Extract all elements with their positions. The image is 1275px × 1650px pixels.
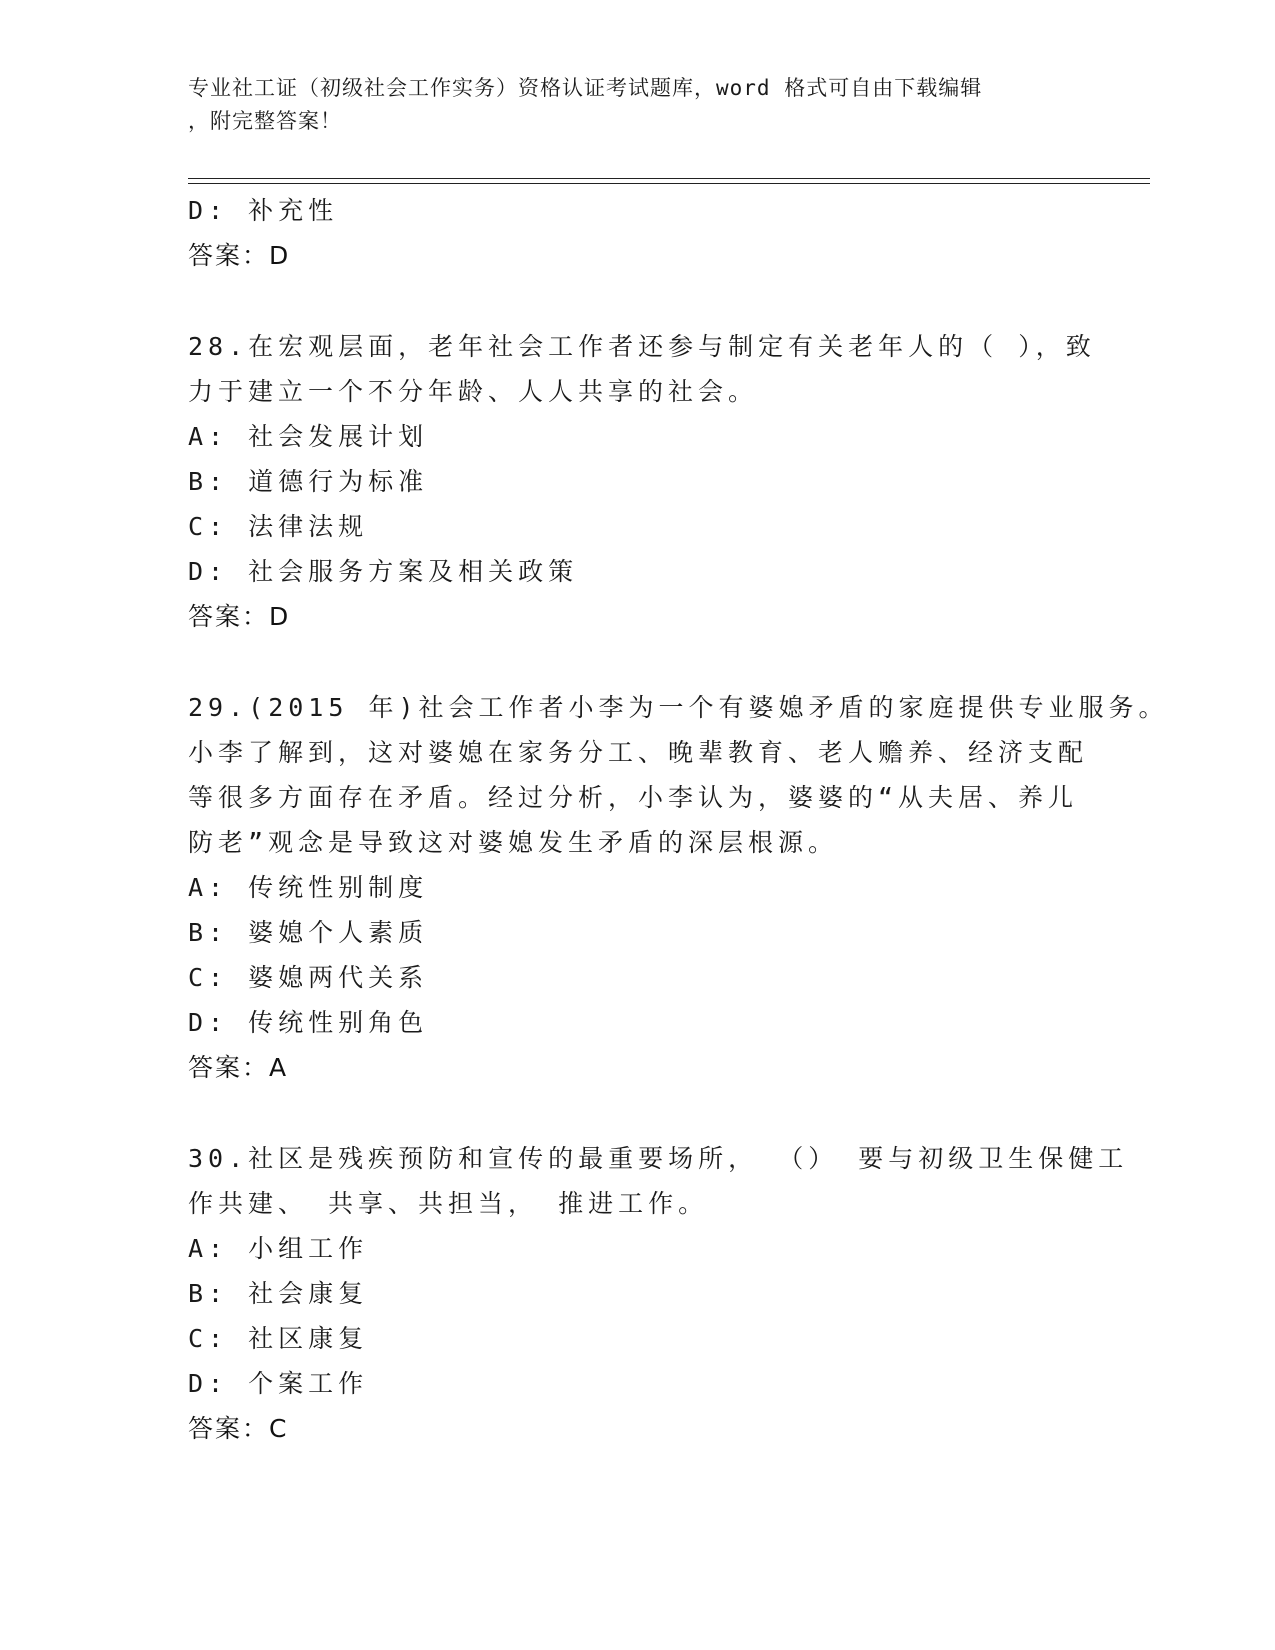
spacer [188,278,1088,324]
question-line: 29.(2015 年)社会工作者小李为一个有婆媳矛盾的家庭提供专业服务。 [188,693,1169,722]
answer: 答案：A [188,1053,289,1082]
option-c: C: 法律法规 [188,512,369,541]
question-line: 等很多方面存在矛盾。经过分析，小李认为，婆婆的“从夫居、养儿 [188,783,1079,812]
answer: 答案：C [188,1414,289,1443]
header-line: ，附完整答案！ [188,109,342,133]
answer: 答案：D [188,602,291,631]
spacer [188,639,1088,685]
question-line: 小李了解到，这对婆媳在家务分工、晚辈教育、老人赡养、经济支配 [188,738,1089,767]
question-line: 30.社区是残疾预防和宣传的最重要场所， （） 要与初级卫生保健工 [188,1144,1129,1173]
header-divider [188,178,1150,179]
answer: 答案：D [188,241,291,270]
header-divider [188,183,1150,184]
option-a: A: 小组工作 [188,1234,369,1263]
option-b: B: 道德行为标准 [188,467,429,496]
option-b: B: 婆媳个人素质 [188,918,429,947]
question-list [188,188,1169,1451]
question-line: 28.在宏观层面，老年社会工作者还参与制定有关老年人的（ ），致 [188,332,1096,361]
question-line: 作共建、 共享、共担当， 推进工作。 [188,1189,709,1218]
header-line: 专业社工证（初级社会工作实务）资格认证考试题库，word 格式可自由下载编辑 [188,76,983,100]
question-28 [188,324,1096,639]
option-d: D: 社会服务方案及相关政策 [188,557,579,586]
question-stem [188,324,1096,414]
question-30 [188,1136,1129,1451]
spacer [188,1090,1088,1136]
option-b: B: 社会康复 [188,1279,369,1308]
option-a: A: 传统性别制度 [188,873,429,902]
option-a: A: 社会发展计划 [188,422,429,451]
option-d: D: 补充性 [188,196,339,225]
question-stem [188,1136,1129,1226]
option-d: D: 个案工作 [188,1369,369,1398]
option-c: C: 社区康复 [188,1324,369,1353]
question-29 [188,685,1169,1090]
option-d: D: 传统性别角色 [188,1008,429,1037]
document-header [188,72,1068,138]
question-line: 防老”观念是导致这对婆媳发生矛盾的深层根源。 [188,828,839,857]
previous-question-tail [188,188,1088,278]
question-stem [188,685,1169,865]
question-line: 力于建立一个不分年龄、人人共享的社会。 [188,377,759,406]
option-c: C: 婆媳两代关系 [188,963,429,992]
